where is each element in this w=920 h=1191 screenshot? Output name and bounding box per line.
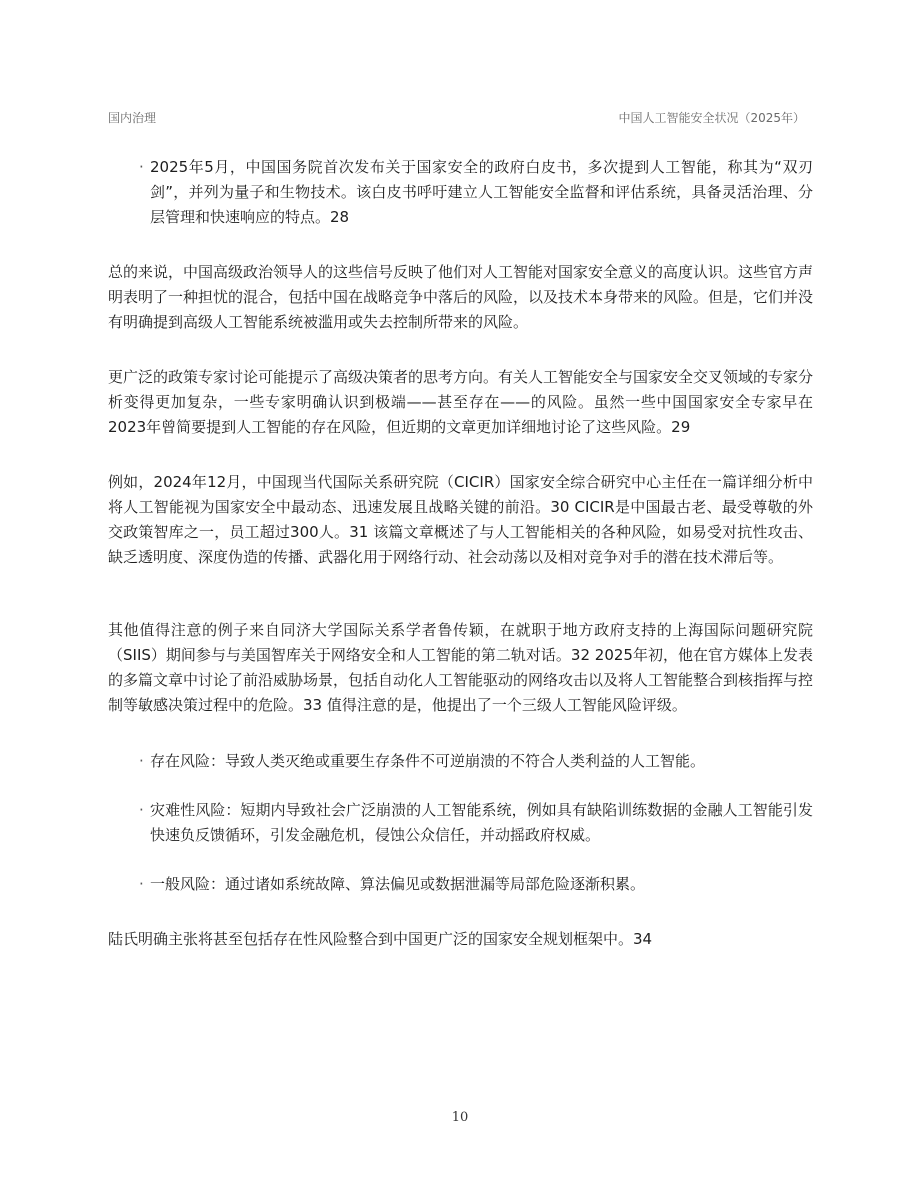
paragraph-siis: 其他值得注意的例子来自同济大学国际关系学者鲁传颖，在就职于地方政府支持的上海国际问题研究院（SIIS）期间参与与美国智库关于网络安全和人工智能的第二轨对话。32 2025年初，他在官方媒体上发表的多篇文章中讨论了前沿威胁场景，包括自动化人工智能驱动的网络攻击以及将人工智能整合到核指挥与控制等敏感决策过程中的危险。33 值得注意的是，他提出了一个三级人工智能风险评级。 [108, 621, 814, 714]
bullet-text: 一般风险：通过诸如系统故障、算法偏见或数据泄漏等局部危险逐渐积累。 [150, 875, 646, 893]
page-number: 10 [451, 1110, 469, 1125]
bullet-icon: · [139, 875, 144, 893]
bullet-text: 存在风险：导致人类灭绝或重要生存条件不可逆崩溃的不符合人类利益的人工智能。 [150, 752, 706, 770]
bullet-icon: · [139, 752, 144, 770]
bullet-item-existential-risk [108, 749, 813, 774]
header-section-title: 国内治理 [108, 111, 157, 125]
bullet-item-catastrophic-risk [108, 798, 813, 848]
bullet-icon: · [139, 158, 144, 176]
bullet-text: 灾难性风险：短期内导致社会广泛崩溃的人工智能系统，例如具有缺陷训练数据的金融人工智能引发快速负反馈循环，引发金融危机，侵蚀公众信任，并动摇政府权威。 [150, 801, 813, 844]
bullet-item-general-risk [108, 872, 813, 897]
header-document-title: 中国人工智能安全状况（2025年） [618, 111, 805, 125]
paragraph-summary: 总的来说，中国高级政治领导人的这些信号反映了他们对人工智能对国家安全意义的高度认识。这些官方声明表明了一种担忧的混合，包括中国在战略竞争中落后的风险，以及技术本身带来的风险。但是，它们并没有明确提到高级人工智能系统被滥用或失去控制所带来的风险。 [108, 263, 814, 331]
bullet-icon: · [139, 801, 144, 819]
paragraph-policy-experts: 更广泛的政策专家讨论可能提示了高级决策者的思考方向。有关人工智能安全与国家安全交叉领域的专家分析变得更加复杂，一些专家明确认识到极端——甚至存在——的风险。虽然一些中国国家安全专家早在2023年曾简要提到人工智能的存在风险，但近期的文章更加详细地讨论了这些风险。29 [108, 368, 814, 436]
paragraph-cicir: 例如，2024年12月，中国现当代国际关系研究院（CICIR）国家安全综合研究中心主任在一篇详细分析中将人工智能视为国家安全中最动态、迅速发展且战略关键的前沿。30 CICIR是中国最古老、最受尊敬的外交政策智库之一，员工超过300人。31 该篇文章概述了与人工智能相关的各种风险，如易受对抗性攻击、缺乏透明度、深度伪造的传播、武器化用于网络行动、社会动荡以及相对竞争对手的潜在技术滞后等。 [108, 473, 813, 566]
bullet-text: 2025年5月，中国国务院首次发布关于国家安全的政府白皮书，多次提到人工智能，称其为“双刃剑”，并列为量子和生物技术。该白皮书呼吁建立人工智能安全监督和评估系统，具备灵活治理、分层管理和快速响应的特点。28 [150, 158, 813, 226]
bullet-item-white-paper [108, 155, 813, 230]
document-body [108, 155, 813, 952]
running-header [108, 109, 805, 129]
paragraph-conclusion: 陆氏明确主张将甚至包括存在性风险整合到中国更广泛的国家安全规划框架中。34 [108, 930, 653, 948]
